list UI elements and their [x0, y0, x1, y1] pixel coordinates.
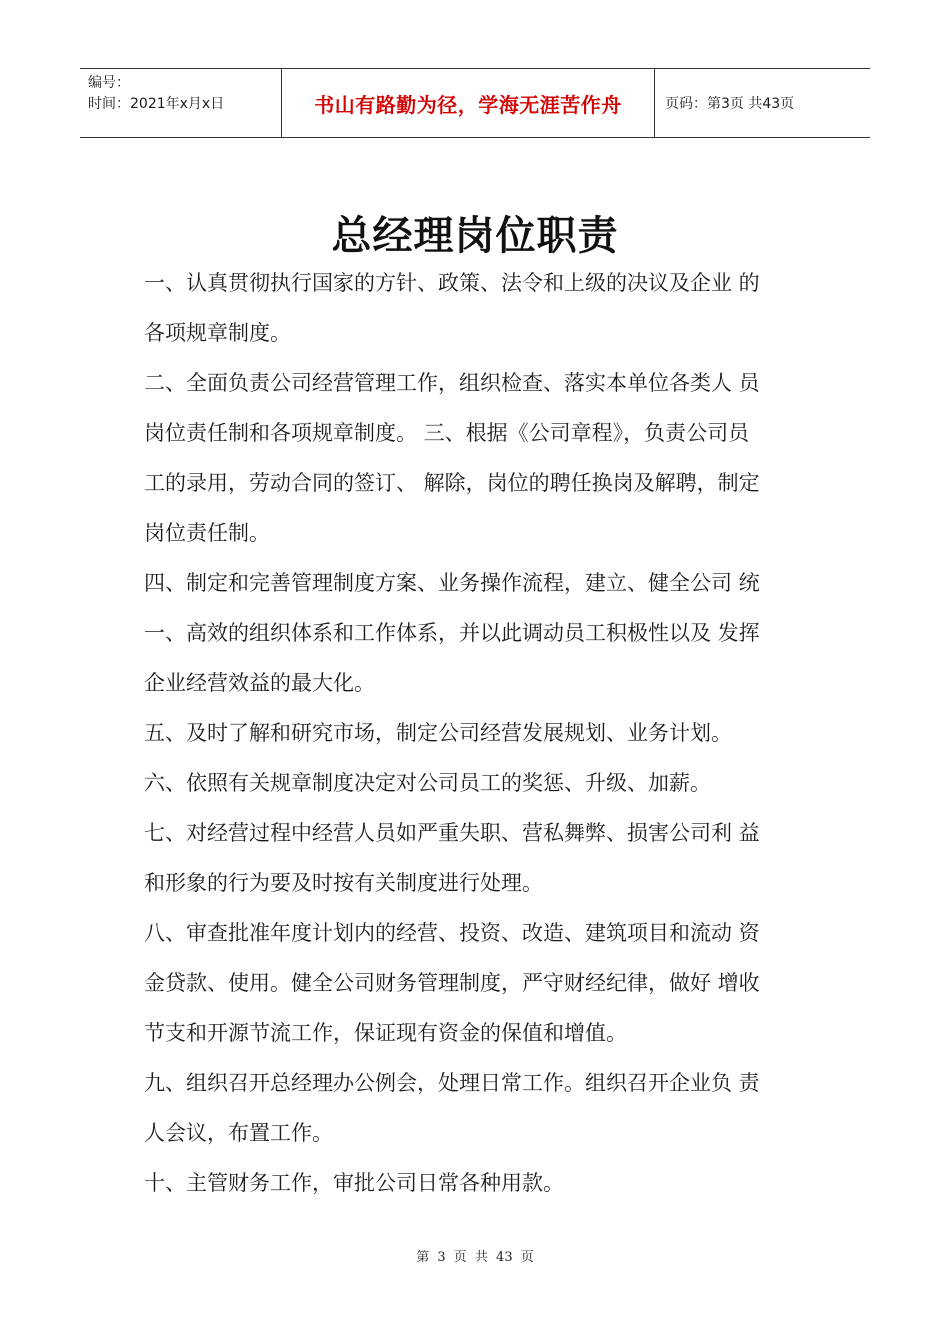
document-title: 总经理岗位职责 — [331, 213, 619, 259]
body-line: 九、组织召开总经理办公例会，处理日常工作。组织召开企业负 责 — [144, 1071, 760, 1095]
body-line: 一、认真贯彻执行国家的方针、政策、法令和上级的决议及企业 的 — [144, 271, 760, 295]
body-line: 节支和开源节流工作，保证现有资金的保值和增值。 — [144, 1021, 627, 1045]
document-header — [80, 68, 870, 138]
document-number-label: 编号： — [88, 75, 130, 91]
body-line: 十、主管财务工作，审批公司日常各种用款。 — [144, 1171, 564, 1195]
body-line: 工的录用，劳动合同的签订、 解除，岗位的聘任换岗及解聘，制定 — [144, 471, 760, 495]
body-line: 岗位责任制和各项规章制度。 三、根据《公司章程》，负责公司员 — [144, 421, 750, 445]
body-line: 二、全面负责公司经营管理工作，组织检查、落实本单位各类人 员 — [144, 371, 760, 395]
body-line: 五、及时了解和研究市场，制定公司经营发展规划、业务计划。 — [144, 721, 732, 745]
document-date: 时间：2021年x月x日 — [88, 96, 225, 112]
body-line: 金贷款、使用。健全公司财务管理制度，严守财经纪律，做好 增收 — [144, 971, 760, 995]
page-footer: 第 3 页 共 43 页 — [416, 1250, 534, 1265]
body-line: 岗位责任制。 — [144, 521, 270, 545]
header-motto: 书山有路勤为径，学海无涯苦作舟 — [282, 69, 655, 137]
body-line: 六、依照有关规章制度决定对公司员工的奖惩、升级、加薪。 — [144, 771, 711, 795]
body-line: 企业经营效益的最大化。 — [144, 671, 375, 695]
body-line: 各项规章制度。 — [144, 321, 291, 345]
body-line: 四、制定和完善管理制度方案、业务操作流程，建立、健全公司 统 — [144, 571, 760, 595]
header-meta — [80, 69, 282, 137]
body-line: 和形象的行为要及时按有关制度进行处理。 — [144, 871, 543, 895]
body-line: 一、高效的组织体系和工作体系，并以此调动员工积极性以及 发挥 — [144, 621, 760, 645]
document-body — [144, 258, 814, 1208]
body-line: 人会议，布置工作。 — [144, 1121, 333, 1145]
body-line: 八、审查批准年度计划内的经营、投资、改造、建筑项目和流动 资 — [144, 921, 760, 945]
header-page-info: 页码：第3页 共43页 — [665, 96, 795, 112]
body-line: 七、对经营过程中经营人员如严重失职、营私舞弊、损害公司利 益 — [144, 821, 760, 845]
